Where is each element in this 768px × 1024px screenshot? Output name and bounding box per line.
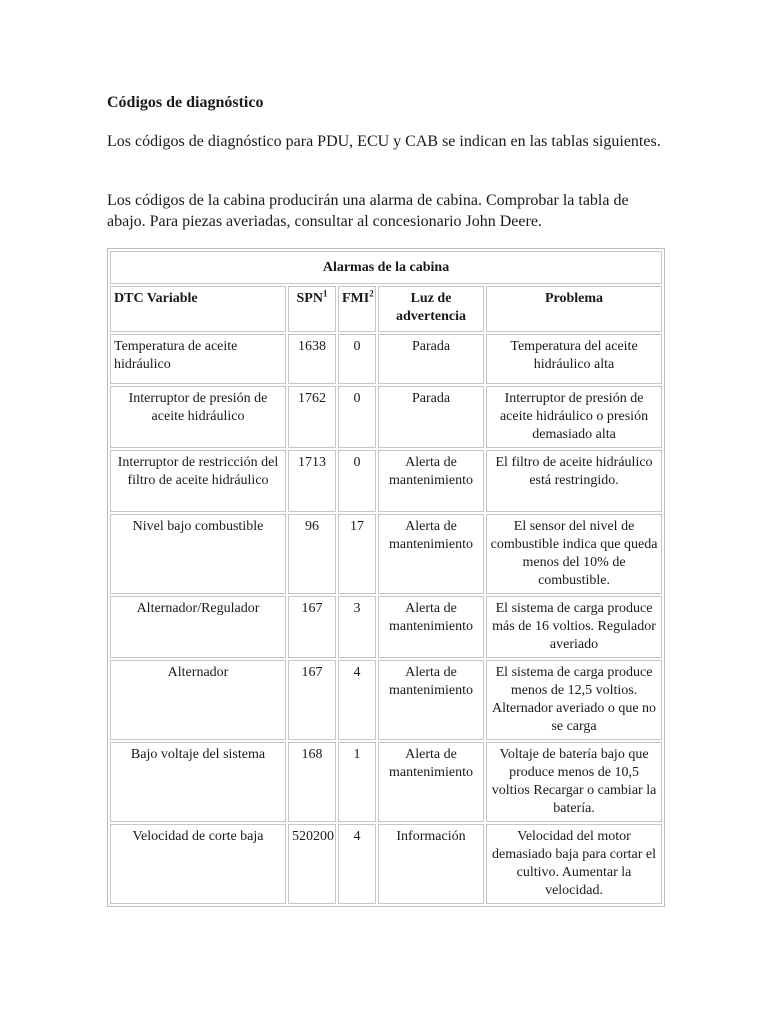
cell-luz: Información xyxy=(378,824,484,904)
cell-dtc: Alternador xyxy=(110,660,286,740)
page-title: Códigos de diagnóstico xyxy=(107,94,264,111)
cell-dtc: Interruptor de presión de aceite hidráulico xyxy=(110,386,286,448)
table-row xyxy=(110,596,662,658)
cell-fmi: 17 xyxy=(338,514,376,594)
table-row xyxy=(110,514,662,594)
cell-fmi: 3 xyxy=(338,596,376,658)
cell-problema: Temperatura del aceite hidráulico alta xyxy=(486,334,662,384)
cell-luz: Alerta de mantenimiento xyxy=(378,742,484,822)
table-row xyxy=(110,386,662,448)
cell-spn: 1638 xyxy=(288,334,336,384)
header-fmi xyxy=(338,286,376,332)
header-spn xyxy=(288,286,336,332)
intro-paragraph: Los códigos de diagnóstico para PDU, ECU y CAB se indican en las tablas siguientes. xyxy=(107,133,661,150)
cell-luz: Parada xyxy=(378,386,484,448)
table-row xyxy=(110,660,662,740)
cell-dtc: Alternador/Regulador xyxy=(110,596,286,658)
cell-spn: 96 xyxy=(288,514,336,594)
cell-problema: Voltaje de batería bajo que produce menos de 10,5 voltios Recargar o cambiar la batería. xyxy=(486,742,662,822)
cell-spn: 167 xyxy=(288,660,336,740)
cell-fmi: 0 xyxy=(338,386,376,448)
table-caption: Alarmas de la cabina xyxy=(110,251,662,284)
cell-fmi: 1 xyxy=(338,742,376,822)
cell-fmi: 0 xyxy=(338,334,376,384)
cell-spn: 1713 xyxy=(288,450,336,512)
cell-spn: 167 xyxy=(288,596,336,658)
cell-fmi: 4 xyxy=(338,660,376,740)
cab-paragraph: Los códigos de la cabina producirán una alarma de cabina. Comprobar la tabla de abajo. Para piezas averiadas, consultar al concesionario John Deere. xyxy=(107,192,629,230)
table-caption-row xyxy=(110,251,662,284)
cell-luz: Alerta de mantenimiento xyxy=(378,450,484,512)
cell-problema: El filtro de aceite hidráulico está restringido. xyxy=(486,450,662,512)
cell-dtc: Temperatura de aceite hidráulico xyxy=(110,334,286,384)
cell-problema: Interruptor de presión de aceite hidráulico o presión demasiado alta xyxy=(486,386,662,448)
header-dtc: DTC Variable xyxy=(110,286,286,332)
header-fmi-footnote: 2 xyxy=(369,288,374,299)
header-problema: Problema xyxy=(486,286,662,332)
cell-luz: Alerta de mantenimiento xyxy=(378,660,484,740)
cell-luz: Parada xyxy=(378,334,484,384)
cell-spn: 1762 xyxy=(288,386,336,448)
table-row xyxy=(110,450,662,512)
table-row xyxy=(110,824,662,904)
header-fmi-label: FMI xyxy=(342,291,370,306)
cell-fmi: 0 xyxy=(338,450,376,512)
cell-luz: Alerta de mantenimiento xyxy=(378,514,484,594)
header-spn-footnote: 1 xyxy=(322,288,328,299)
cell-problema: El sistema de carga produce menos de 12,5 voltios. Alternador averiado o que no se carga xyxy=(486,660,662,740)
table-header-row xyxy=(110,286,662,332)
cell-dtc: Bajo voltaje del sistema xyxy=(110,742,286,822)
header-luz: Luz de advertencia xyxy=(378,286,484,332)
cell-problema: El sensor del nivel de combustible indica que queda menos del 10% de combustible. xyxy=(486,514,662,594)
cell-dtc: Nivel bajo combustible xyxy=(110,514,286,594)
cell-dtc: Velocidad de corte baja xyxy=(110,824,286,904)
cell-spn: 520200 xyxy=(288,824,336,904)
cell-problema: Velocidad del motor demasiado baja para cortar el cultivo. Aumentar la velocidad. xyxy=(486,824,662,904)
header-spn-label: SPN xyxy=(296,291,323,306)
cab-alarms-table xyxy=(107,248,665,907)
cell-problema: El sistema de carga produce más de 16 voltios. Regulador averiado xyxy=(486,596,662,658)
cell-luz: Alerta de mantenimiento xyxy=(378,596,484,658)
cell-spn: 168 xyxy=(288,742,336,822)
cell-dtc: Interruptor de restricción del filtro de aceite hidráulico xyxy=(110,450,286,512)
table-row xyxy=(110,334,662,384)
cell-fmi: 4 xyxy=(338,824,376,904)
table-row xyxy=(110,742,662,822)
